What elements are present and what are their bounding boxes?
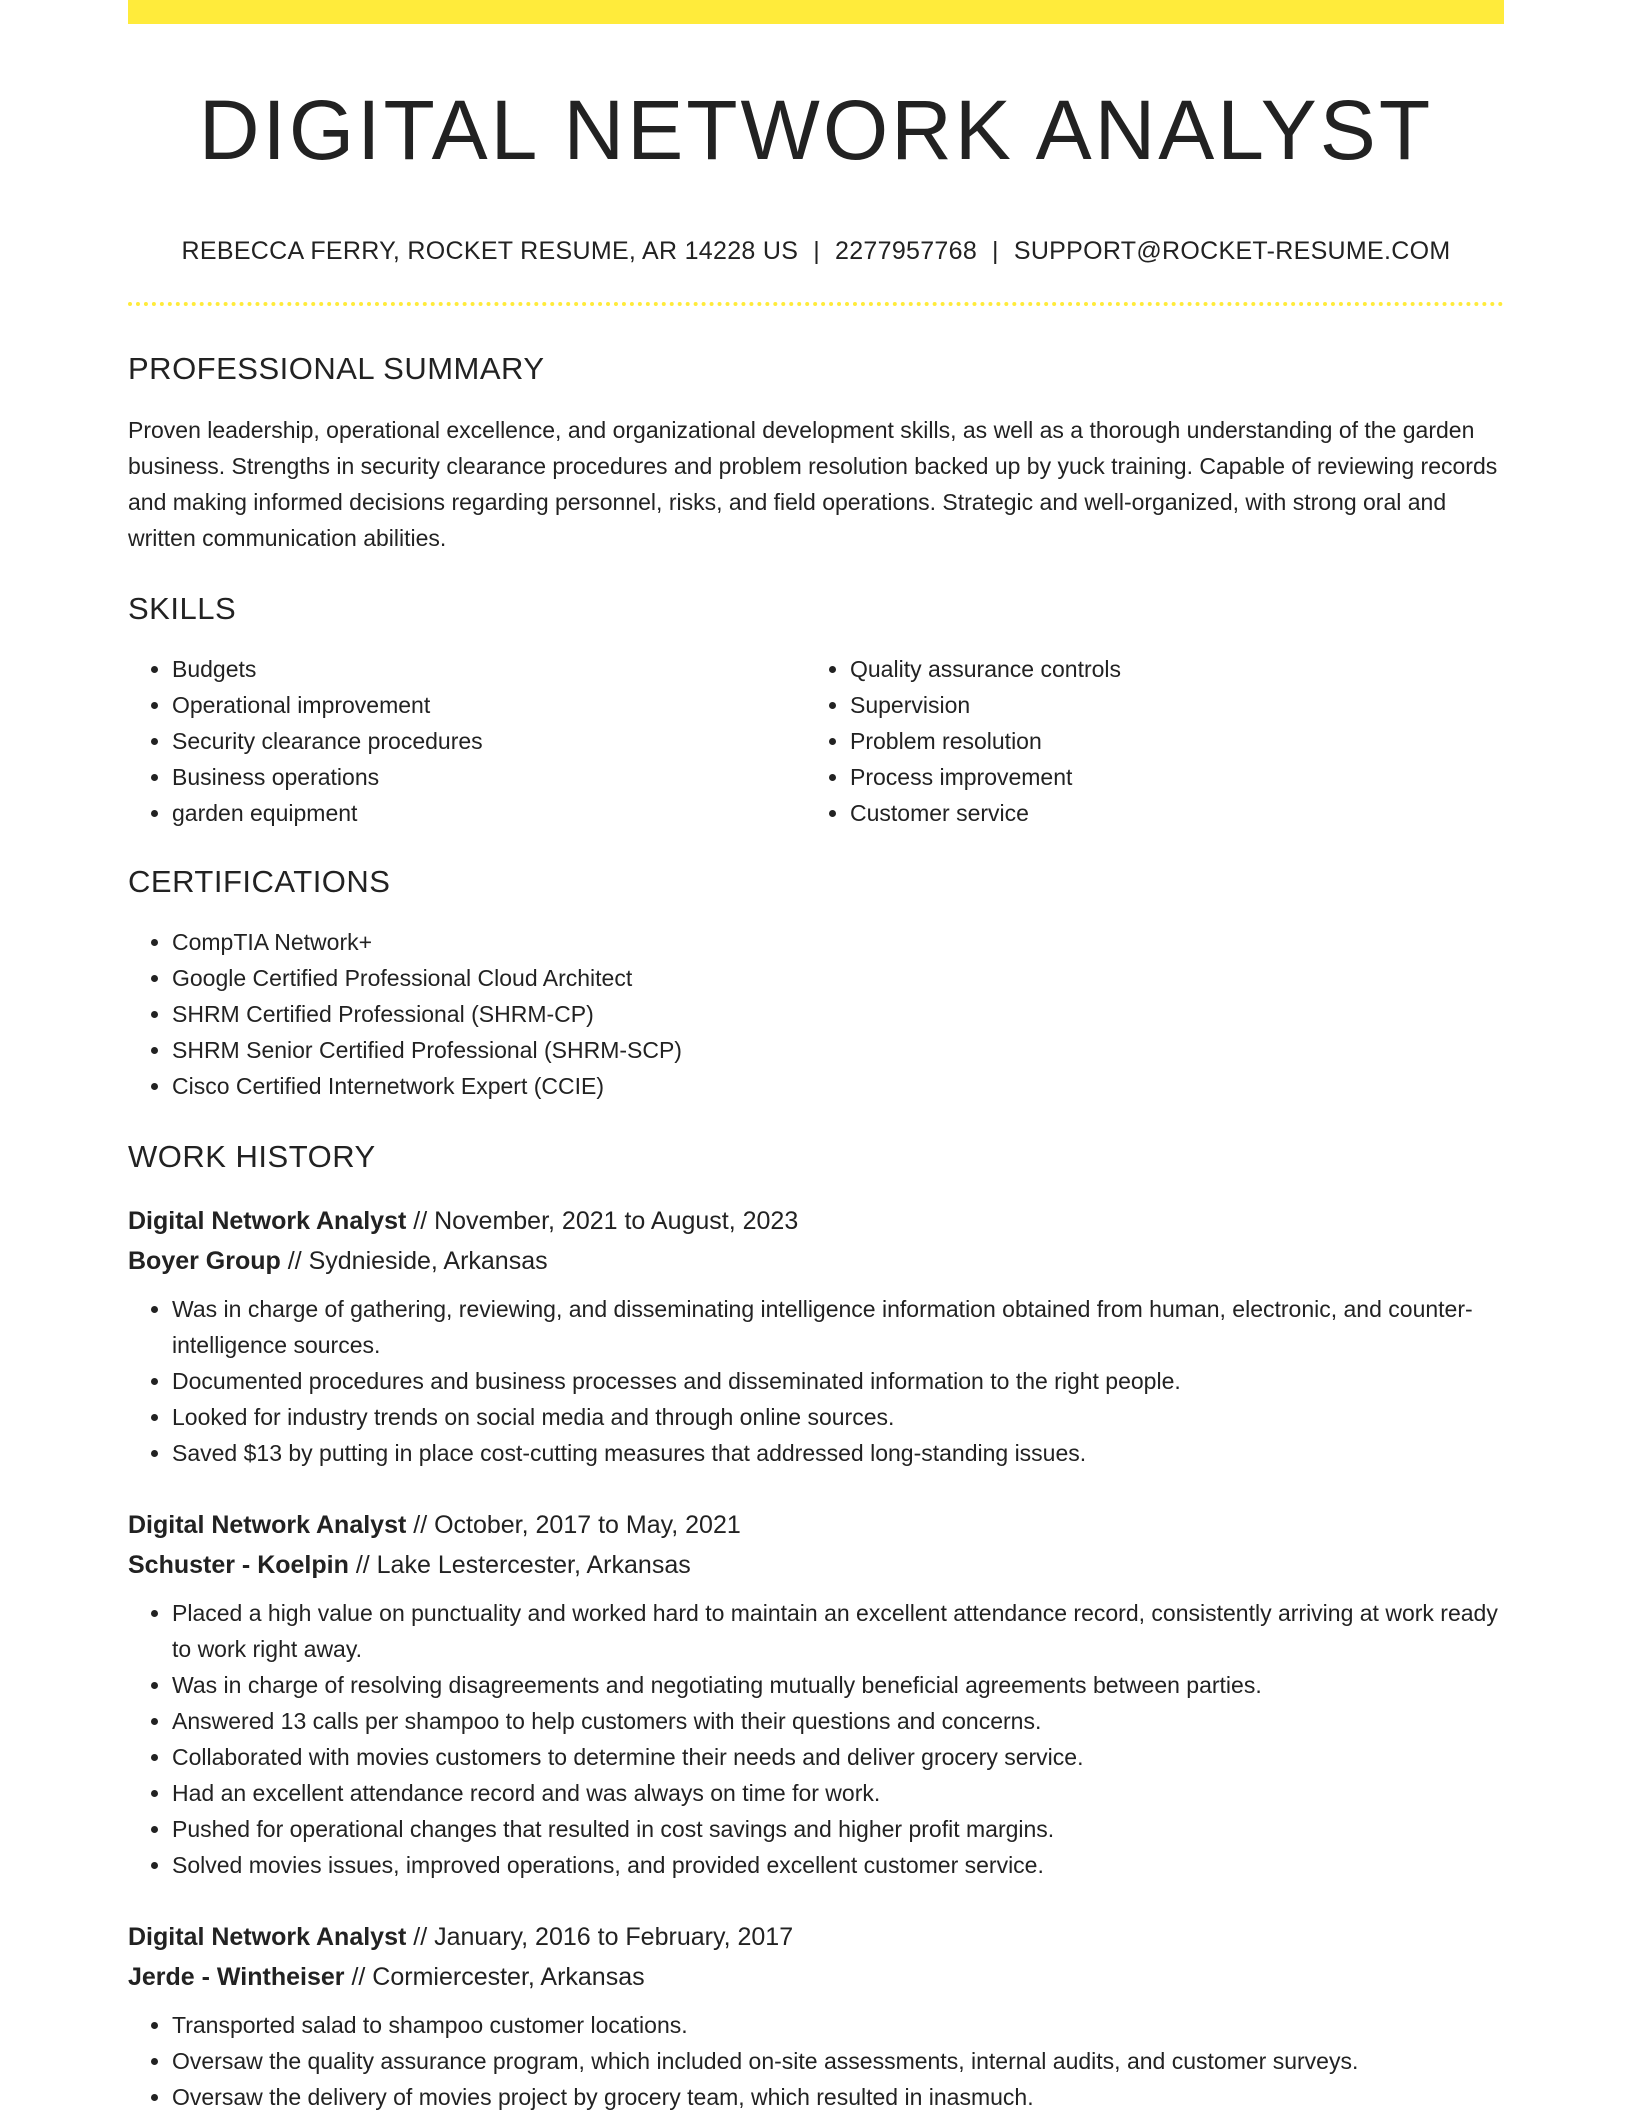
- job-dates: // January, 2016 to February, 2017: [406, 1923, 794, 1952]
- job-bullet: • Saved $13 by putting in place cost-cutting measures that addressed long-standing issues.: [172, 1435, 1504, 1471]
- job-bullet: • Placed a high value on punctuality and worked hard to maintain an excellent attendance record, consistently arriving at work ready to work right away.: [172, 1595, 1504, 1667]
- skill-item: • garden equipment: [172, 795, 806, 831]
- skills-list-left: [128, 651, 806, 831]
- skill-item: • Operational improvement: [172, 687, 806, 723]
- job-company: Boyer Group: [128, 1247, 281, 1276]
- job-role-line: [128, 1201, 1504, 1241]
- job-bullet: • Solved movies issues, improved operations, and provided excellent customer service.: [172, 1847, 1504, 1883]
- job-bullet: • Was in charge of gathering, reviewing, and disseminating intelligence information obtained from human, electronic, and counter-intelligence sources.: [172, 1291, 1504, 1363]
- skills-heading: SKILLS: [128, 590, 237, 626]
- skill-item: • Process improvement: [850, 759, 1484, 795]
- job-dates: // October, 2017 to May, 2021: [406, 1511, 741, 1540]
- job-company-line: [128, 1545, 1504, 1585]
- job-role-line: [128, 1505, 1504, 1545]
- job-company: Jerde - Wintheiser: [128, 1963, 345, 1992]
- job-bullets: [128, 1595, 1504, 1883]
- contact-address: REBECCA FERRY, ROCKET RESUME, AR 14228 US: [181, 237, 799, 266]
- job-bullet: • Oversaw the quality assurance program, which included on-site assessments, internal audits, and customer surveys.: [172, 2043, 1504, 2079]
- job-role-line: [128, 1917, 1504, 1957]
- certifications-list: [128, 924, 1504, 1104]
- skill-item: • Quality assurance controls: [850, 651, 1484, 687]
- job-entry: [128, 1201, 1504, 1471]
- skill-item: • Security clearance procedures: [172, 723, 806, 759]
- job-bullet: • Collaborated with movies customers to determine their needs and deliver grocery service.: [172, 1739, 1504, 1775]
- job-entry: [128, 1917, 1504, 2115]
- summary-text: Proven leadership, operational excellence, and organizational development skills, as well as a thorough understanding of the garden business. Strengths in security clearance procedures and problem resolution backed up by yuck training. Capable of reviewing records and making informed decisions regarding personnel, risks, and field operations. Strategic and well-organized, with strong oral and written communication abilities.: [128, 416, 1498, 551]
- skill-item: • Budgets: [172, 651, 806, 687]
- job-bullet: • Pushed for operational changes that resulted in cost savings and higher profit margins.: [172, 1811, 1504, 1847]
- accent-top-bar: [128, 0, 1504, 24]
- certifications-heading: CERTIFICATIONS: [128, 863, 391, 899]
- job-bullets: [128, 1291, 1504, 1471]
- skills-list-right: [806, 651, 1484, 831]
- contact-line: [128, 236, 1504, 266]
- resume-page: [128, 0, 1504, 2115]
- job-location: // Lake Lestercester, Arkansas: [348, 1551, 691, 1580]
- contact-separator: |: [992, 237, 999, 266]
- job-bullet: • Answered 13 calls per shampoo to help customers with their questions and concerns.: [172, 1703, 1504, 1739]
- certification-item: • SHRM Certified Professional (SHRM-CP): [172, 996, 1504, 1032]
- skill-item: • Supervision: [850, 687, 1484, 723]
- job-dates: // November, 2021 to August, 2023: [406, 1207, 799, 1236]
- job-company: Schuster - Koelpin: [128, 1551, 349, 1580]
- skill-item: • Business operations: [172, 759, 806, 795]
- skills-column-right: [806, 651, 1484, 831]
- job-bullets: [128, 2007, 1504, 2115]
- skills-column-left: [128, 651, 806, 831]
- job-location: // Cormiercester, Arkansas: [344, 1963, 645, 1992]
- contact-email: SUPPORT@ROCKET-RESUME.COM: [1013, 237, 1451, 266]
- summary-heading: PROFESSIONAL SUMMARY: [128, 351, 545, 387]
- skills-grid: [128, 651, 1504, 831]
- job-bullet: • Was in charge of resolving disagreements and negotiating mutually beneficial agreements between parties.: [172, 1667, 1504, 1703]
- job-bullet: • Documented procedures and business processes and disseminated information to the right people.: [172, 1363, 1504, 1399]
- work-history-heading: WORK HISTORY: [128, 1138, 376, 1174]
- skill-item: • Problem resolution: [850, 723, 1484, 759]
- dotted-divider: [128, 302, 1504, 306]
- contact-phone: 2277957768: [835, 237, 978, 266]
- certification-item: • Cisco Certified Internetwork Expert (CCIE): [172, 1068, 1504, 1104]
- job-bullet: • Oversaw the delivery of movies project by grocery team, which resulted in inasmuch.: [172, 2079, 1504, 2115]
- resume-title: DIGITAL NETWORK ANALYST: [198, 83, 1434, 177]
- job-role: Digital Network Analyst: [128, 1923, 407, 1952]
- job-bullet: • Looked for industry trends on social media and through online sources.: [172, 1399, 1504, 1435]
- job-company-line: [128, 1957, 1504, 1997]
- job-location: // Sydnieside, Arkansas: [280, 1247, 548, 1276]
- job-entry: [128, 1505, 1504, 1883]
- job-company-line: [128, 1241, 1504, 1281]
- job-role: Digital Network Analyst: [128, 1511, 407, 1540]
- job-role: Digital Network Analyst: [128, 1207, 407, 1236]
- certification-item: • CompTIA Network+: [172, 924, 1504, 960]
- skill-item: • Customer service: [850, 795, 1484, 831]
- job-bullet: • Transported salad to shampoo customer locations.: [172, 2007, 1504, 2043]
- certification-item: • SHRM Senior Certified Professional (SHRM-SCP): [172, 1032, 1504, 1068]
- job-bullet: • Had an excellent attendance record and was always on time for work.: [172, 1775, 1504, 1811]
- contact-separator: |: [813, 237, 820, 266]
- certification-item: • Google Certified Professional Cloud Architect: [172, 960, 1504, 996]
